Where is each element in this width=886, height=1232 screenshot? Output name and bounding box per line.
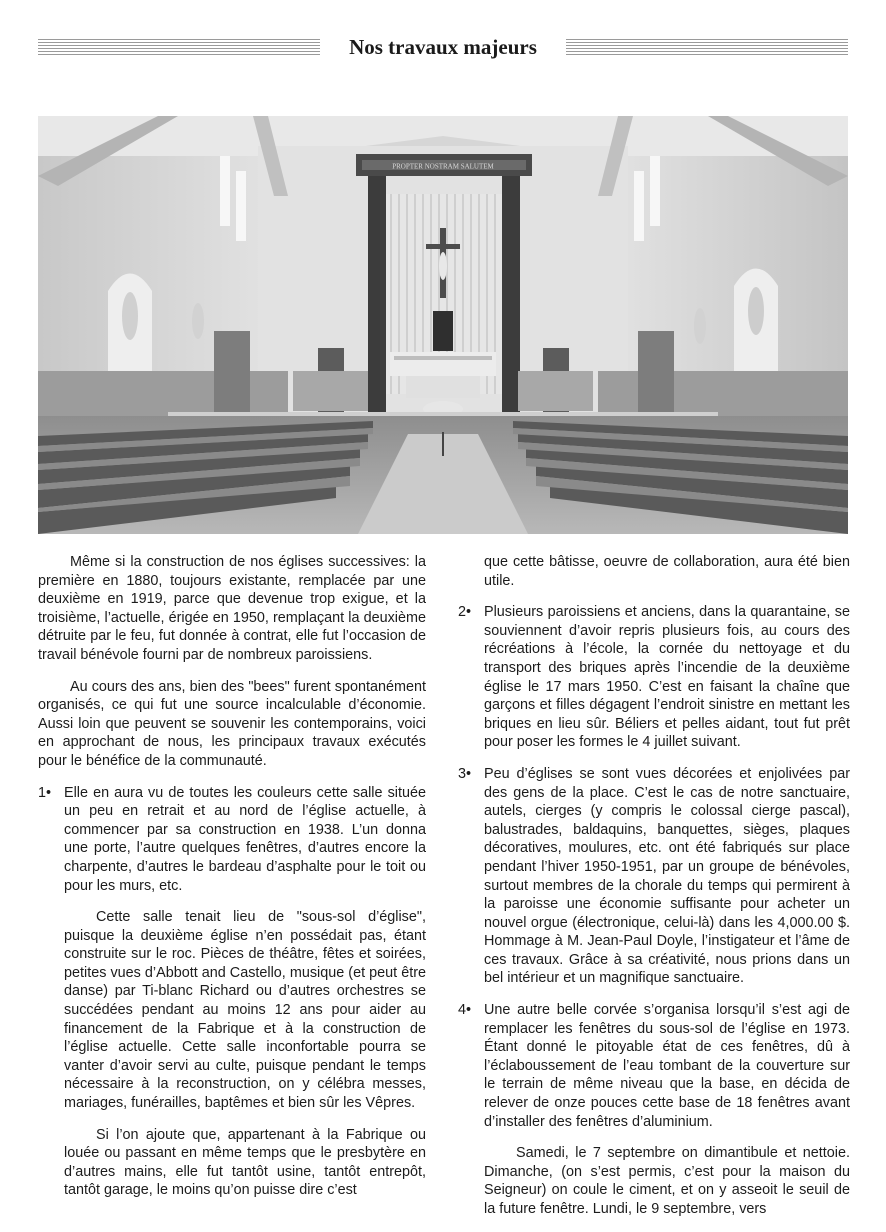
intro-paragraph-2: Au cours des ans, bien des "bees" furent spontanément organisés, ce qui fut une source incalculable d’économie. Aussi loin que peuvent se souvenir les contemporains, voici en approchant de nous, les principaux travaux exécutés pour le bénéfice de la communauté. xyxy=(38,678,426,769)
text-column-right xyxy=(458,553,850,1232)
item-number: 2• xyxy=(458,604,472,621)
item-number: 4• xyxy=(458,1002,472,1019)
item-subparagraph: Samedi, le 7 septembre on dimantibule et nettoie. Dimanche, (on s’est permis, c’est pour la maison du Seigneur) on coule le ciment, et on y asseoit le seuil de la future fenêtre. Lundi, le 9 septembre, vers xyxy=(484,1145,850,1217)
list-item-4 xyxy=(458,1001,850,1131)
item-subparagraph: Cette salle tenait lieu de "sous-sol d’église", puisque la deuxième église n’en possédait pas, étant construite sur le roc. Pièces de théâtre, fêtes et soirées, petites vues d’Abbott and Castello, musique (et peut être danse) par Ti-blanc Richard ou d’autres orchestres se succédées pendant au moins 12 ans pour aider au financement de la Fabrique et à la construction de l’église actuelle. Cette salle inconfortable pourra se vanter d’avoir servi au culte, puisque pendant le temps nécessaire à la reconstruction, on y célébra messes, mariages, funérailles, baptêmes et bien sûr les Vêpres. xyxy=(64,909,426,1112)
page-header xyxy=(38,32,848,62)
header-rule-left xyxy=(38,39,320,55)
item-text: Peu d’églises se sont vues décorées et enjolivées par des gens de la place. C’est le cas de notre sanctuaire, autels, cierges (y compris le colossal cierge pascal), balustrades, baldaquins, banquettes, sièges, plaques décoratives, moulures, etc. ont été fabriqués sur place pendant l’hiver 1950-1951, par un groupe de bénévoles, surtout membres de la chorale du temps qui permirent à la paroisse une économie suffisante pour acheter un nouvel orgue (électronique, celui-là) dans les 4,000.00 $. Hommage à M. Jean-Paul Doyle, l’instigateur et l’âme de ces travaux. Grâce à sa créativité, nous prions dans un bel intérieur et un magnifique sanctuaire. xyxy=(484,765,850,987)
baldachin-inscription: PROPTER NOSTRAM SALUTEM xyxy=(392,162,494,171)
list-item-3 xyxy=(458,765,850,988)
text-column-left xyxy=(38,553,426,1214)
list-item-1 xyxy=(38,784,426,896)
header-rule-right xyxy=(566,39,848,55)
item-text: Elle en aura vu de toutes les couleurs cette salle située un peu en retrait et au nord de l’église actuelle, à commencer par sa construction en 1938. L’un donna une porte, l’autre quelques fenêtres, d’autres encore la charpente, d’autres le bardeau d’asphalte pour le toit ou pour les murs, etc. xyxy=(64,784,426,894)
item-text: Plusieurs paroissiens et anciens, dans la quarantaine, se souviennent d’avoir repris plusieurs fois, au cours des récréations à l’école, la cornée du nettoyage et du transport des briques après l’incendie de la deuxième église le 17 mars 1950. C’est en faisant la chaîne que garçons et filles dégagent l’endroit sinistre en mettant les briques en lieu sûr. Béliers et pelles aidant, tout fut prêt pour poser les formes le 4 juillet suivant. xyxy=(484,604,850,751)
item-subparagraph: Si l’on ajoute que, appartenant à la Fabrique ou louée ou passant en même temps que le presbytère en d’autres mains, elle fut tantôt usine, tantôt entrepôt, tantôt garage, le moins qu’on puisse dire c’est xyxy=(64,1126,426,1199)
item-number: 3• xyxy=(458,765,472,782)
church-interior-photo xyxy=(38,116,848,534)
intro-paragraph-1: Même si la construction de nos églises successives: la première en 1880, toujours existante, remplacée par une deuxième en 1919, parce que devenue trop exigue, et la troisième, l’actuelle, érigée en 1950, remplaçant la deuxième détruite par le feu, fut donnée à contrat, elle fut l’occasion de travail bénévole fourni par de nombreux paroissiens. xyxy=(38,554,426,663)
list-item-4-continued xyxy=(458,1144,850,1218)
item-number: 1• xyxy=(38,784,52,801)
item-text: Une autre belle corvée s’organisa lorsqu’il s’est agi de remplacer les fenêtres du sous-sol de l’église en 1973. Étant donné le pitoyable état de ces fenêtres, dû à l’éclaboussement de l’eau tombant de la couverture sur le terrain de même niveau que la base, en décida de relever de onze pouces cette base de 18 fenêtres avant d’installer des fenêtres d’aluminium. xyxy=(484,1002,850,1130)
list-item-2 xyxy=(458,603,850,752)
list-item-1-end xyxy=(458,553,850,590)
list-item-1-continued xyxy=(38,908,426,1200)
page-title: Nos travaux majeurs xyxy=(349,35,537,59)
item-continuation: que cette bâtisse, oeuvre de collaboration, aura été bien utile. xyxy=(484,554,850,589)
